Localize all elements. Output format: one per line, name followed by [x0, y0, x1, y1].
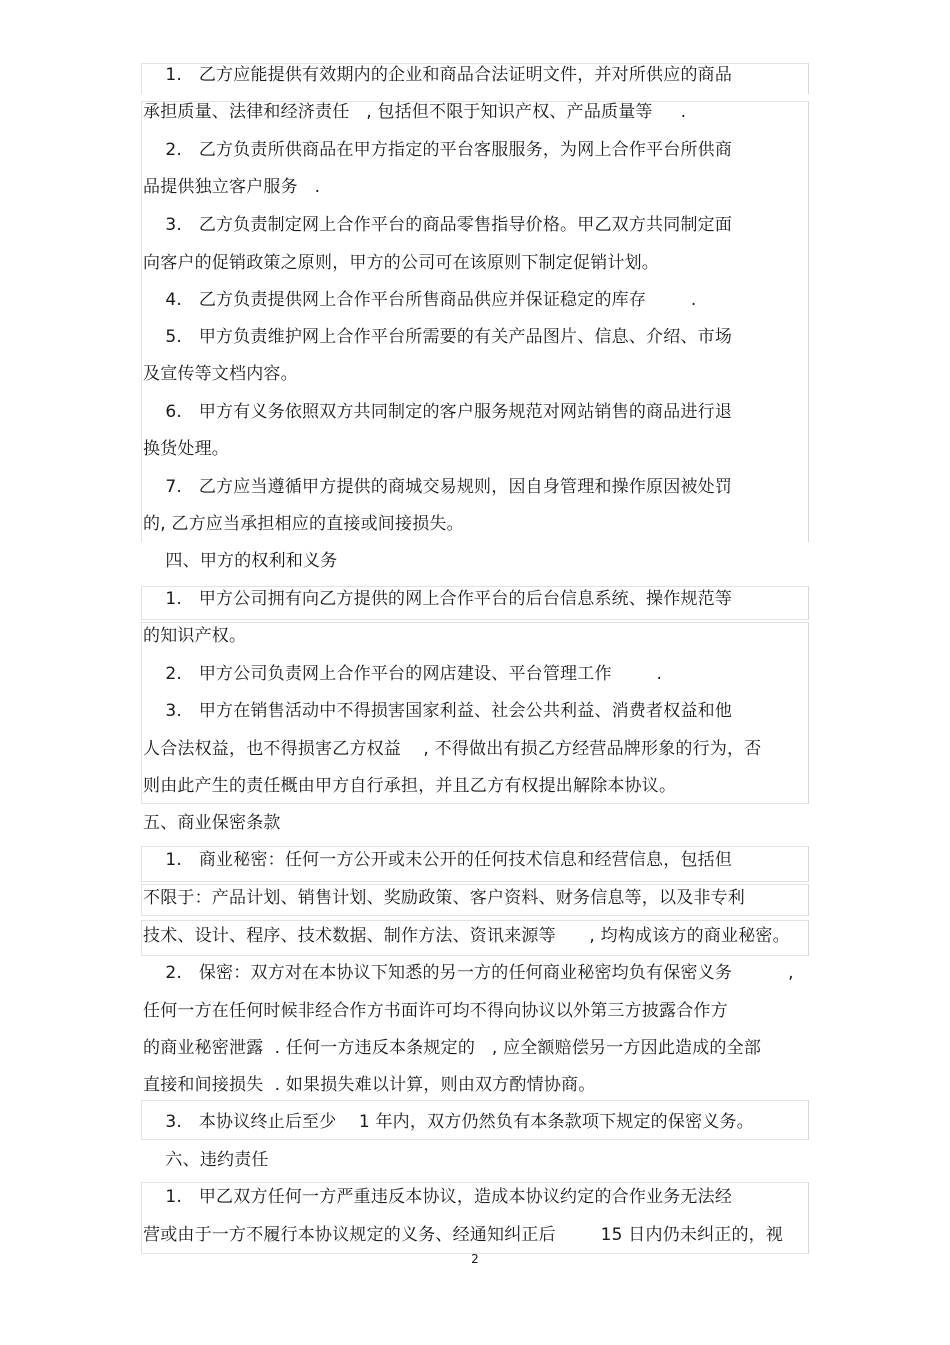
text-line: 1. 甲方公司拥有向乙方提供的网上合作平台的后台信息系统、操作规范等: [143, 589, 733, 609]
text-line: 任何一方在任何时候非经合作方书面许可均不得向协议以外第三方披露合作方: [143, 1001, 728, 1021]
text-line: 则由此产生的责任概由甲方自行承担，并且乙方有权提出解除本协议。: [143, 776, 677, 796]
text-line: 直接和间接损失 . 如果损失难以计算，则由双方酌情协商。: [143, 1075, 596, 1095]
section-heading: 四、甲方的权利和义务: [143, 551, 338, 571]
text-line: 1. 乙方应能提供有效期内的企业和商品合法证明文件，并对所供应的商品: [143, 65, 733, 85]
text-line: 6. 甲方有义务依照双方共同制定的客户服务规范对网站销售的商品进行退: [143, 402, 733, 422]
text-line: 3. 本协议终止后至少 1 年内，双方仍然负有本条款项下规定的保密义务。: [143, 1112, 754, 1132]
text-line: 2. 甲方公司负责网上合作平台的网店建设、平台管理工作 .: [143, 664, 663, 684]
text-line: 换货处理。: [143, 439, 229, 459]
text-line: 1. 商业秘密：任何一方公开或未公开的任何技术信息和经营信息，包括但: [143, 850, 733, 870]
text-line: 2. 保密：双方对在本协议下知悉的另一方的任何商业秘密均负有保密义务 ,: [143, 963, 794, 983]
text-line: 人合法权益，也不得损害乙方权益 , 不得做出有损乙方经营品牌形象的行为，否: [143, 739, 762, 759]
text-line: 向客户的促销政策之原则，甲方的公司可在该原则下制定促销计划。: [143, 253, 659, 273]
section-heading: 五、商业保密条款: [143, 813, 281, 833]
text-line: 2. 乙方负责所供商品在甲方指定的平台客服服务，为网上合作平台所供商: [143, 140, 733, 160]
text-line: 4. 乙方负责提供网上合作平台所售商品供应并保证稳定的库存 .: [143, 290, 697, 310]
text-line: 品提供独立客户服务 .: [143, 177, 321, 197]
text-line: 的, 乙方应当承担相应的直接或间接损失。: [143, 514, 464, 534]
text-line: 3. 甲方在销售活动中不得损害国家利益、社会公共利益、消费者权益和他: [143, 701, 733, 721]
section-heading: 六、违约责任: [143, 1150, 269, 1170]
text-line: 的商业秘密泄露 . 任何一方违反本条规定的 , 应全额赔偿另一方因此造成的全部: [143, 1038, 762, 1058]
text-line: 5. 甲方负责维护网上合作平台所需要的有关产品图片、信息、介绍、市场: [143, 327, 733, 347]
text-line: 承担质量、法律和经济责任 , 包括但不限于知识产权、产品质量等 .: [143, 102, 687, 122]
page-number: 2: [471, 1252, 479, 1266]
text-line: 不限于：产品计划、销售计划、奖励政策、客户资料、财务信息等，以及非专利: [143, 888, 745, 908]
text-line: 技术、设计、程序、技术数据、制作方法、资讯来源等 , 均构成该方的商业秘密。: [143, 926, 790, 946]
text-line: 7. 乙方应当遵循甲方提供的商城交易规则，因自身管理和操作原因被处罚: [143, 477, 733, 497]
text-line: 的知识产权。: [143, 626, 247, 646]
text-line: 3. 乙方负责制定网上合作平台的商品零售指导价格。甲乙双方共同制定面: [143, 215, 733, 235]
text-line: 1. 甲乙双方任何一方严重违反本协议，造成本协议约定的合作业务无法经: [143, 1187, 733, 1207]
text-line: 营或由于一方不履行本协议规定的义务、经通知纠正后 15 日内仍未纠正的，视: [143, 1225, 784, 1245]
text-line: 及宣传等文档内容。: [143, 364, 298, 384]
